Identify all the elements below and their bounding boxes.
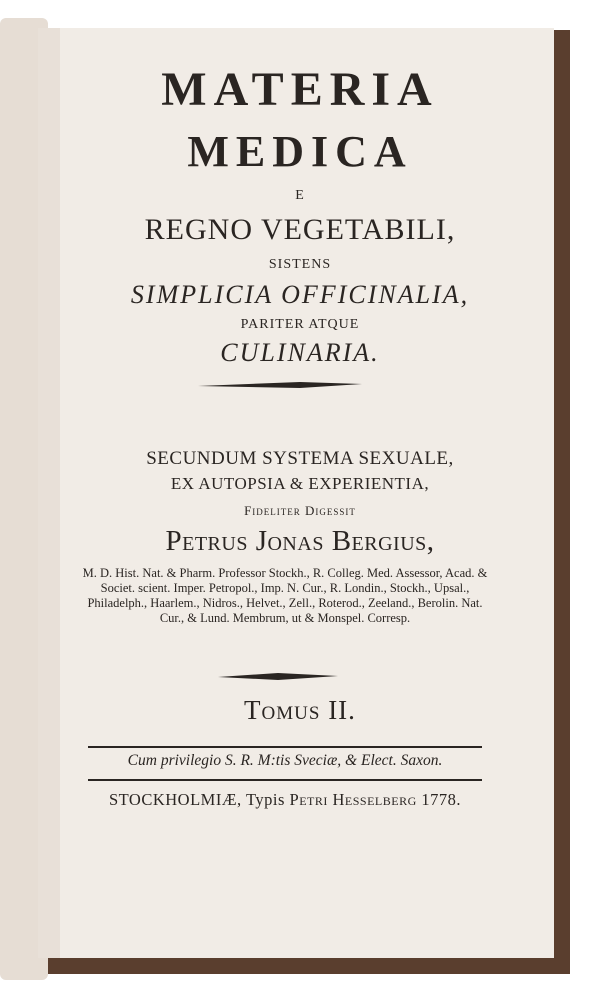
privilege-line: Cum privilegio S. R. M:tis Sveciæ, & Elect. Saxon. — [127, 752, 443, 769]
imprint-place: STOCKHOLMIÆ, Typis — [108, 790, 285, 809]
title-medica: MEDICA — [187, 127, 413, 176]
subtitle-fideliter-digessit: Fideliter Digessit — [244, 503, 356, 518]
imprint-printer: Petri Hesselberg — [289, 790, 417, 809]
author-name: Petrus Jonas Bergius, — [165, 525, 435, 557]
author-credentials: M. D. Hist. Nat. & Pharm. Professor Stockh., R. Colleg. Med. Assessor, Acad. & Societ. scient. Imper. Petropol., Imp. N. Cur., R. Londin., Stockh., Upsal., Philadelph., Haarlem., Nidros., Helvet., Zell., Roterod., Zeeland., Berolin. Nat. Cur., & Lund. Membrum, ut & Monspel. Corresp. — [82, 566, 488, 625]
title-sistens: SISTENS — [268, 257, 332, 272]
subtitle-ex-autopsia: EX AUTOPSIA & EXPERIENTIA, — [170, 474, 430, 493]
title-e: E — [295, 188, 305, 203]
title-regno-vegetabili: REGNO VEGETABILI, — [144, 213, 456, 246]
title-culinaria: CULINARIA. — [220, 338, 380, 367]
gutter-shadow — [38, 28, 60, 958]
volume-number: Tomus II. — [244, 695, 356, 725]
title-simplicia-officinalia: SIMPLICIA OFFICINALIA, — [130, 280, 470, 309]
imprint-year: 1778. — [421, 790, 462, 809]
title-materia: MATERIA — [161, 63, 439, 116]
title-pariter-atque: PARITER ATQUE — [240, 317, 360, 332]
subtitle-secundum-systema: SECUNDUM SYSTEMA SEXUALE, — [146, 448, 454, 469]
imprint-line — [88, 790, 482, 810]
